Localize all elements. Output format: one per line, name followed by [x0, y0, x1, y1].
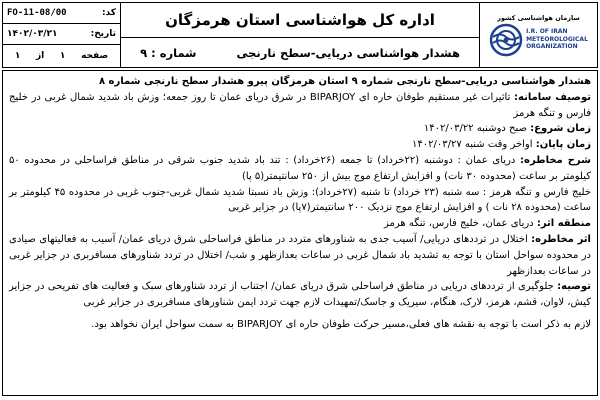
warning-body [2, 70, 598, 396]
page-number: ۱ [59, 50, 66, 61]
logo [489, 23, 588, 57]
rec-text: جلوگیری از ترددهای دریایی در مناطق فراساحلی شرق دریای عمان/ اجتناب از تردد شناورهای سبک و فعالیت های تفریحی در جزایر کیش، لاوان، قشم، هرمز، لارک، هنگام، سیریک و جاسک/تمهیدات لازم جهت تردد ایمن شناورهای مسافربری در جزایر غربی [9, 281, 591, 309]
hazard-impact [9, 232, 591, 279]
start-label: زمان شروع: [530, 123, 591, 135]
system-description [9, 90, 591, 122]
logo-block [479, 3, 597, 67]
end-time [9, 137, 591, 153]
end-text: اواخر وقت شنبه ۱۴۰۲/۰۳/۲۷ [411, 139, 536, 151]
header-titles [121, 3, 479, 67]
haz-label: شرح مخاطره: [520, 154, 591, 166]
page-of: از [36, 50, 45, 61]
risk-label: اثر مخاطره: [531, 233, 591, 245]
hazard-description-gulf: خلیج فارس و تنگه هرمز : سه شنبه (۲۳ خرداد) تا شنبه (۲۷خرداد): وزش باد نسبتا شدید شمال غربی-جنوب غربی در محدوده ۴۵ کیلومتر بر ساعت (محدوده ۲۸ نات ) و افزایش ارتفاع موج نزدیک ۲۰۰ سانتیمتر(۷پا) در جزایر غربی [9, 186, 591, 214]
area-text: دریای عمان، خلیج فارس، تنگه هرمز [384, 218, 537, 230]
page-row [3, 45, 120, 66]
affected-area [9, 216, 591, 232]
logo-en-line3: ORGANIZATION [526, 43, 578, 51]
meteorological-organization-logo-icon [489, 23, 523, 57]
code-row [3, 3, 120, 24]
desc-label: توصیف سامانه: [514, 91, 591, 103]
logo-en-line2: METEOROLOGICAL [526, 35, 588, 43]
risk-text: اختلال در ترددهای دریایی/ آسیب جدی به شناورهای متردد در مناطق فراساحلی شرق دریای عمان/ آسیب به فعالیتهای صیادی در محدوده سواحل استان با توجه به تشدید باد شمال غربی در ساعات بعدازظهر و شب/ اختلال در تردد شناورهای مسافربری در جزایر غربی در ساعات بعدازظهر [9, 233, 591, 277]
date-value: ۱۴۰۲/۰۳/۲۱ [7, 29, 58, 39]
organization-title: اداره کل هواشناسی استان هرمزگان [121, 3, 479, 38]
final-note: لازم به ذکر است با توجه به نقشه های فعلی،مسیر حرکت طوفان حاره ای BIPARJOY به سمت سواحل ایران نخواهد بود. [91, 318, 591, 330]
code-label: کد: [101, 8, 116, 18]
code-value: FO-11-08/00 [7, 8, 67, 18]
desc-text: تاثیرات غیر مستقیم طوفان حاره ای BIPARJOY در شرق دریای عمان تا روز جمعه؛ وزش باد شدید شمال غربی در خلیج فارس و تنگه هرمز [9, 91, 591, 119]
hazard-description [9, 153, 591, 185]
logo-persian-text: سازمان هواشناسی کشور [497, 13, 580, 22]
date-label: تاریخ: [90, 29, 116, 39]
recommendation [9, 279, 591, 311]
warning-subtitle: هشدار هواشناسی دریایی-سطح نارنجی [236, 45, 460, 60]
warning-subtitle-row [121, 38, 479, 67]
warning-heading: هشدار هواشناسی دریایی-سطح نارنجی شماره ۹ استان هرمزگان پیرو هشدار سطح نارنجی شماره ۸ [98, 76, 591, 87]
haz-text: دریای عمان : دوشنبه (۲۲خرداد) تا جمعه (۲۶خرداد) : تند باد شدید جنوب شرقی در مناطق فراساحلی در محدوده ۵۰ کیلومتر بر ساعت (محدوده ۳۰ نات) و افزایش ارتفاع موج بیش از ۲۵۰ سانتیمتر(۵ پا) [9, 154, 591, 182]
page-label: صفحه [81, 50, 109, 61]
page-total: ۱ [14, 50, 21, 61]
end-label: زمان پایان: [535, 139, 591, 151]
warning-number: شماره : ۹ [140, 45, 197, 60]
logo-en-line1: I.R. OF IRAN [526, 28, 568, 36]
area-label: منطقه اثر: [536, 218, 591, 230]
start-time [9, 121, 591, 137]
rec-label: توصیه: [557, 281, 591, 293]
document-header [2, 2, 598, 68]
logo-english-text [526, 28, 588, 51]
start-text: صبح دوشنبه ۱۴۰۲/۰۳/۲۲ [423, 123, 531, 135]
document-meta [3, 3, 121, 67]
date-row [3, 24, 120, 45]
